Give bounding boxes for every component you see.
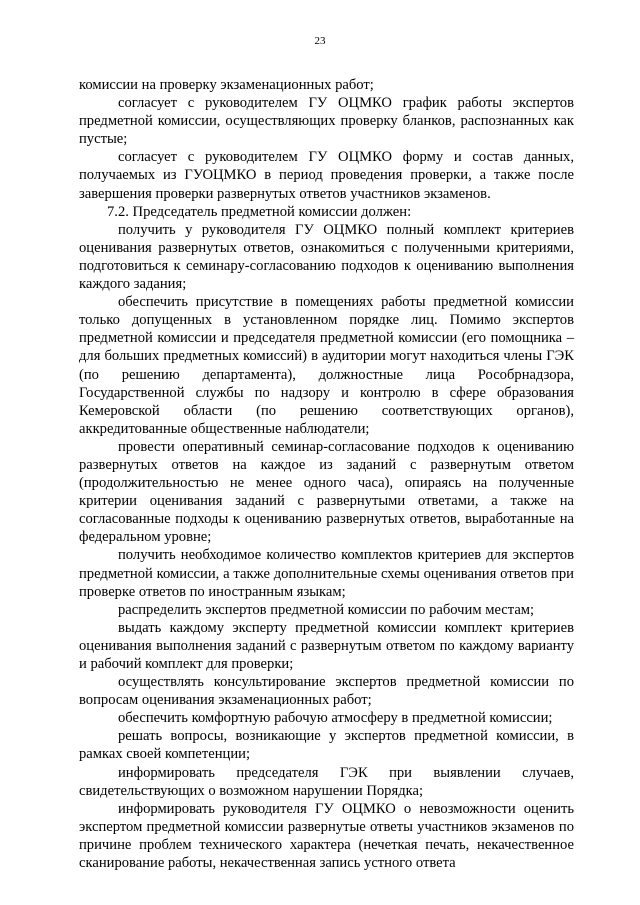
- paragraph: осуществлять консультирование экспертов предметной комиссии по вопросам оценивания экзаменационных работ;: [79, 674, 574, 709]
- paragraph: провести оперативный семинар-согласование подходов к оцениванию развернутых ответов на каждое из заданий с развернутым ответом (продолжительностью не менее одного часа), опираясь на полученные критерии оценивания заданий с развернутыми ответами, а также на согласованные подходы к оцениванию развернутых ответов, выработанные на федеральном уровне;: [79, 438, 574, 546]
- paragraph: распределить экспертов предметной комиссии по рабочим местам;: [118, 601, 535, 618]
- paragraph: информировать руководителя ГУ ОЦМКО о невозможности оценить экспертом предметной комиссии развернутые ответы участников экзаменов по причине проблем технического характера (нечеткая печать, некачественное сканирование работы, некачественная запись устного ответа: [79, 800, 574, 872]
- page-number: 23: [314, 35, 326, 47]
- paragraph: комиссии на проверку экзаменационных работ;: [79, 77, 374, 93]
- section-heading: 7.2. Председатель предметной комиссии должен:: [107, 203, 412, 220]
- paragraph: обеспечить комфортную рабочую атмосферу в предметной комиссии;: [118, 710, 553, 727]
- paragraph: информировать председателя ГЭК при выявлении случаев, свидетельствующих о возможном нарушении Порядка;: [79, 764, 574, 799]
- paragraph: обеспечить присутствие в помещениях работы предметной комиссии только допущенных в установленном порядке лиц. Помимо экспертов предметной комиссии и председателя предметной комиссии (его помощника – для больших предметных комиссий) в аудитории могут находиться члены ГЭК (по решению департамента), должностные лица Рособрнадзора, Государственной службы по надзору и контролю в сфере образования Кемеровской области (по решению соответствующих органов), аккредитованные общественные наблюдатели;: [79, 294, 574, 437]
- paragraph: согласует с руководителем ГУ ОЦМКО график работы экспертов предметной комиссии, осуществляющих проверку бланков, распознанных как пустые;: [79, 95, 574, 148]
- paragraph: получить необходимое количество комплектов критериев для экспертов предметной комиссии, а также дополнительные схемы оценивания ответов при проверке ответов по иностранным языкам;: [79, 547, 574, 600]
- paragraph: выдать каждому эксперту предметной комиссии комплект критериев оценивания выполнения заданий с развернутым ответом по каждому варианту и рабочий комплект для проверки;: [79, 619, 574, 672]
- document-body: [79, 76, 574, 872]
- paragraph: согласует с руководителем ГУ ОЦМКО форму и состав данных, получаемых из ГУОЦМКО в период проведения проверки, а также после завершения проверки развернутых ответов участников экзаменов.: [79, 149, 574, 202]
- paragraph: получить у руководителя ГУ ОЦМКО полный комплект критериев оценивания развернутых ответов, ознакомиться с полученными критериями, подготовиться к семинару-согласованию подходов к оцениванию выполнения каждого задания;: [79, 221, 574, 293]
- paragraph: решать вопросы, возникающие у экспертов предметной комиссии, в рамках своей компетенции;: [79, 728, 574, 763]
